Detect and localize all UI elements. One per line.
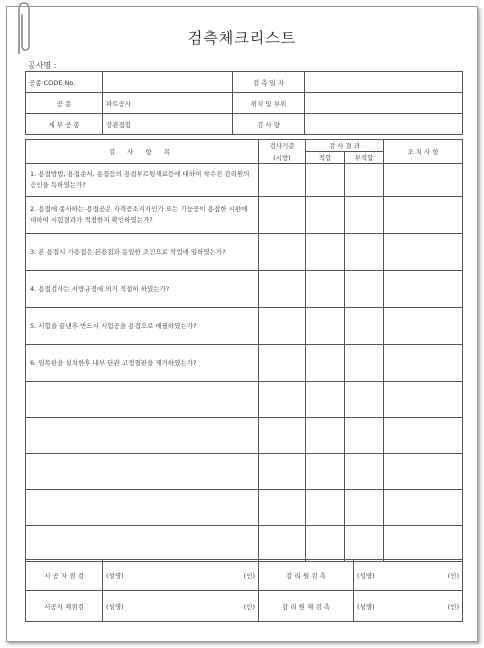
empty-cell[interactable] bbox=[384, 418, 463, 454]
question-6: 6. 임목판을 설치한후 내부 단관 고정철판을 제거하였는가? bbox=[26, 345, 259, 382]
contractor-check-label: 시 공 자 점 검 bbox=[26, 560, 103, 591]
pass-cell[interactable] bbox=[306, 308, 345, 345]
question-3: 3. 본 용접시 가용접은 본용접과 동일한 조건으로 작업에 임하였는가? bbox=[26, 234, 259, 271]
signature-table bbox=[25, 559, 463, 622]
supervisor-name-field[interactable]: (성명) bbox=[354, 560, 409, 591]
standard-cell[interactable] bbox=[259, 271, 306, 308]
fail-cell[interactable] bbox=[345, 308, 384, 345]
standard-cell[interactable] bbox=[259, 234, 306, 271]
code-label: 공종 CODE No. bbox=[26, 72, 103, 93]
empty-cell[interactable] bbox=[306, 418, 345, 454]
empty-cell[interactable] bbox=[259, 418, 306, 454]
supervisor-seal-field[interactable]: (인) bbox=[409, 560, 463, 591]
empty-cell[interactable] bbox=[384, 454, 463, 490]
pass-cell[interactable] bbox=[306, 234, 345, 271]
qty-value[interactable] bbox=[305, 114, 463, 135]
action-cell[interactable] bbox=[384, 308, 463, 345]
question-2: 2. 용접에 종사하는 용접공은 자격증소지자인가 또는 기능공이 용접한 시편에 대하여 시험결과가 적정한지 확인하였는가? bbox=[26, 197, 259, 234]
detail-label: 세 부 공 종 bbox=[26, 114, 103, 135]
qty-label: 검 사 량 bbox=[233, 114, 305, 135]
empty-cell[interactable] bbox=[345, 526, 384, 562]
empty-item-cell[interactable] bbox=[26, 454, 259, 490]
items-header: 검 사 항 목 bbox=[26, 140, 259, 164]
contractor-recheck-label: 시공자 재점검 bbox=[26, 591, 103, 622]
date-label: 검 측 일 자 bbox=[233, 72, 305, 93]
fail-cell[interactable] bbox=[345, 271, 384, 308]
pass-cell[interactable] bbox=[306, 164, 345, 197]
location-value[interactable] bbox=[305, 93, 463, 114]
empty-cell[interactable] bbox=[345, 454, 384, 490]
result-header: 검 사 결 과 bbox=[306, 140, 384, 152]
action-cell[interactable] bbox=[384, 271, 463, 308]
empty-cell[interactable] bbox=[345, 382, 384, 418]
supervisor-recheck-label: 감 리 원 재 검 측 bbox=[259, 591, 354, 622]
empty-cell[interactable] bbox=[306, 526, 345, 562]
empty-cell[interactable] bbox=[259, 490, 306, 526]
standard-cell[interactable] bbox=[259, 345, 306, 382]
info-table bbox=[25, 71, 463, 135]
work-type-value[interactable]: 파트공사 bbox=[103, 93, 233, 114]
standard-header: 검사기준 bbox=[259, 140, 306, 152]
contractor-recheck-name-field[interactable]: (성명) bbox=[103, 591, 181, 622]
contractor-recheck-seal-field[interactable]: (인) bbox=[181, 591, 259, 622]
empty-cell[interactable] bbox=[259, 526, 306, 562]
empty-cell[interactable] bbox=[384, 526, 463, 562]
empty-cell[interactable] bbox=[259, 454, 306, 490]
empty-cell[interactable] bbox=[306, 490, 345, 526]
action-cell[interactable] bbox=[384, 197, 463, 234]
standard-cell[interactable] bbox=[259, 197, 306, 234]
standard-cell[interactable] bbox=[259, 164, 306, 197]
question-5: 5. 시험을 끝낸후 반드시 시험공을 용접으로 메꿨하였는가? bbox=[26, 308, 259, 345]
empty-item-cell[interactable] bbox=[26, 418, 259, 454]
fail-cell[interactable] bbox=[345, 164, 384, 197]
action-cell[interactable] bbox=[384, 234, 463, 271]
location-label: 위치 및 부위 bbox=[233, 93, 305, 114]
action-cell[interactable] bbox=[384, 164, 463, 197]
empty-item-cell[interactable] bbox=[26, 490, 259, 526]
empty-cell[interactable] bbox=[345, 418, 384, 454]
empty-cell[interactable] bbox=[306, 382, 345, 418]
fail-cell[interactable] bbox=[345, 234, 384, 271]
pass-cell[interactable] bbox=[306, 271, 345, 308]
project-name-label: 공사명 : bbox=[28, 61, 57, 70]
action-header: 조 치 사 항 bbox=[384, 140, 463, 164]
code-value[interactable] bbox=[103, 72, 233, 93]
question-4: 4. 용접검사는 시방규정에 의거 적절히 하였는가? bbox=[26, 271, 259, 308]
pass-cell[interactable] bbox=[306, 197, 345, 234]
empty-cell[interactable] bbox=[259, 382, 306, 418]
supervisor-check-label: 감 리 원 검 측 bbox=[259, 560, 354, 591]
contractor-seal-field[interactable]: (인) bbox=[181, 560, 259, 591]
detail-value[interactable]: 강관접합 bbox=[103, 114, 233, 135]
question-1: 1. 용접방법, 용접순서, 용접등의 용접부르뒹재료등에 대하여 착수전 감리원의 승인을 득하였는가? bbox=[26, 164, 259, 197]
standard-cell[interactable] bbox=[259, 308, 306, 345]
pass-header: 적합 bbox=[306, 152, 345, 164]
empty-item-cell[interactable] bbox=[26, 526, 259, 562]
fail-cell[interactable] bbox=[345, 345, 384, 382]
action-cell[interactable] bbox=[384, 345, 463, 382]
contractor-name-field[interactable]: (성명) bbox=[103, 560, 181, 591]
fail-cell[interactable] bbox=[345, 197, 384, 234]
page-title: 검측체크리스트 bbox=[187, 29, 297, 47]
date-value[interactable] bbox=[305, 72, 463, 93]
checklist-table bbox=[25, 139, 463, 562]
empty-cell[interactable] bbox=[306, 454, 345, 490]
supervisor-recheck-name-field[interactable]: (성명) bbox=[354, 591, 409, 622]
empty-cell[interactable] bbox=[384, 490, 463, 526]
fail-header: 부적합 bbox=[345, 152, 384, 164]
empty-cell[interactable] bbox=[345, 490, 384, 526]
pass-cell[interactable] bbox=[306, 345, 345, 382]
empty-item-cell[interactable] bbox=[26, 382, 259, 418]
standard-subheader: (시방) bbox=[259, 152, 306, 164]
supervisor-recheck-seal-field[interactable]: (인) bbox=[409, 591, 463, 622]
work-type-label: 공 종 bbox=[26, 93, 103, 114]
empty-cell[interactable] bbox=[384, 382, 463, 418]
